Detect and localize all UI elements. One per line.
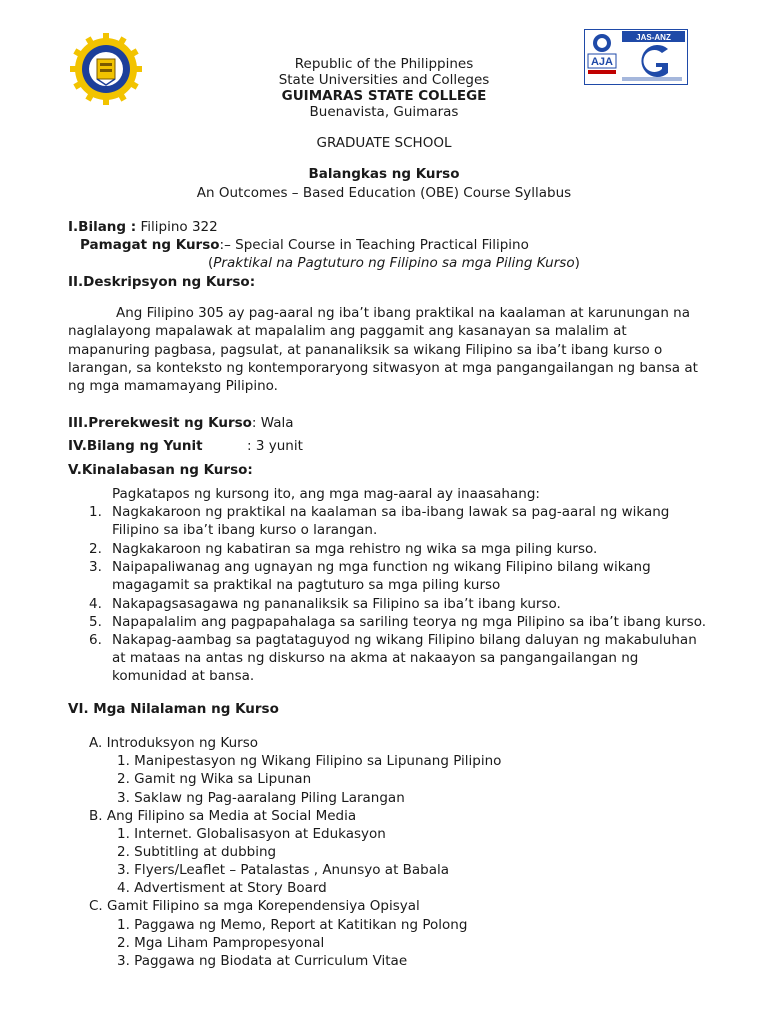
units-value: : 3 yunit [247, 438, 303, 454]
objective-number: 1. [89, 504, 102, 520]
course-number-row [68, 219, 218, 236]
content-item: 3. Paggawa ng Biodata at Curriculum Vitae [117, 953, 408, 969]
objective-line: at mataas na antas ng diskurso na akma at nakaayon sa pangangailangan ng [112, 650, 639, 666]
header-suc: State Universities and Colleges [278, 72, 490, 88]
description-line: mapanuring pagbasa, pagsulat, at pananaliksik sa wikang Filipino sa iba’t ibang kurso o [68, 342, 663, 358]
units-label: IV.Bilang ng Yunit [68, 438, 203, 454]
outcomes-heading: V.Kinalabasan ng Kurso: [68, 462, 253, 478]
content-item: 2. Mga Liham Pampropesyonal [117, 935, 325, 951]
header-republic: Republic of the Philippines [294, 56, 474, 72]
description-line: naglalayong mapalawak at mapalalim ang paggamit ang kasanayan sa malalim at [68, 323, 627, 339]
course-title-alt-row [208, 255, 580, 272]
objective-number: 6. [89, 632, 102, 648]
course-number-value: Filipino 322 [136, 219, 218, 235]
course-title-value: :– Special Course in Teaching Practical Filipino [219, 237, 529, 253]
objective-line: Nakapag-aambag sa pagtataguyod ng wikang Filipino bilang daluyan ng makabuluhan [112, 632, 697, 648]
header-school: GRADUATE SCHOOL [316, 135, 452, 151]
objective-line: Nagkakaroon ng kabatiran sa mga rehistro ng wika sa mga piling kurso. [112, 541, 598, 557]
prerequisite-label: III.Prerekwesit ng Kurso [68, 415, 252, 431]
course-title-alt: Praktikal na Pagtuturo ng Filipino sa mga Piling Kurso [213, 255, 575, 271]
header-college: GUIMARAS STATE COLLEGE [281, 88, 487, 104]
objective-number: 4. [89, 596, 102, 612]
svg-text:JAS-ANZ: JAS-ANZ [636, 33, 671, 42]
prerequisite-row [68, 415, 294, 432]
content-group-label: B. Ang Filipino sa Media at Social Media [89, 808, 357, 824]
course-title-label: Pamagat ng Kurso [80, 237, 220, 253]
content-group-label: C. Gamit Filipino sa mga Korependensiya Opisyal [89, 898, 420, 914]
contents-heading: VI. Mga Nilalaman ng Kurso [68, 701, 279, 717]
objective-number: 5. [89, 614, 102, 630]
objective-line: komunidad at bansa. [112, 668, 255, 684]
content-item: 3. Flyers/Leaflet – Patalastas , Anunsyo at Babala [117, 862, 450, 878]
svg-text:AJA: AJA [590, 56, 614, 68]
objective-number: 3. [89, 559, 102, 575]
description-line: Ang Filipino 305 ay pag-aaral ng iba’t ibang praktikal na kaalaman at karunungan na [116, 305, 691, 321]
objective-line: Nagkakaroon ng praktikal na kaalaman sa iba-ibang lawak sa pag-aaral ng wikang [112, 504, 670, 520]
content-item: 1. Manipestasyon ng Wikang Filipino sa Lipunang Pilipino [117, 753, 502, 769]
course-number-label: I.Bilang : [68, 219, 137, 235]
content-item: 1. Internet. Globalisasyon at Edukasyon [117, 826, 386, 842]
content-item: 2. Gamit ng Wika sa Lipunan [117, 771, 312, 787]
outcomes-intro: Pagkatapos ng kursong ito, ang mga mag-aaral ay inaasahang: [112, 486, 540, 502]
content-item: 4. Advertisment at Story Board [117, 880, 327, 896]
description-line: larangan, sa konteksto ng kontemporaryong sitwasyon at mga pangangailangan ng bansa at [68, 360, 698, 376]
paren-close: ) [574, 255, 580, 271]
content-group-label: A. Introduksyon ng Kurso [89, 735, 258, 751]
objective-number: 2. [89, 541, 102, 557]
content-item: 1. Paggawa ng Memo, Report at Katitikan ng Polong [117, 917, 468, 933]
content-item: 2. Subtitling at dubbing [117, 844, 277, 860]
header-location: Buenavista, Guimaras [309, 104, 459, 120]
objective-line: Naipapaliwanag ang ugnayan ng mga function ng wikang Filipino bilang wikang [112, 559, 651, 575]
objective-line: Filipino sa iba’t ibang kurso o larangan. [112, 522, 378, 538]
course-title-row [80, 237, 529, 254]
prerequisite-value: : Wala [251, 415, 294, 431]
objective-line: Nakapagsasagawa ng pananaliksik sa Filipino sa iba’t ibang kurso. [112, 596, 561, 612]
paren-open: ( [208, 255, 214, 271]
doc-subtitle: An Outcomes – Based Education (OBE) Course Syllabus [196, 185, 572, 201]
objective-line: magagamit sa praktikal na pagtuturo sa mga piling kurso [112, 577, 501, 593]
doc-title: Balangkas ng Kurso [308, 166, 460, 182]
objective-line: Napapalalim ang pagpapahalaga sa sariling teorya ng mga Pilipino sa iba’t ibang kurso. [112, 614, 707, 630]
description-line: ng mga mamamayang Pilipino. [68, 378, 278, 394]
content-item: 3. Saklaw ng Pag-aaralang Piling Larangan [117, 790, 405, 806]
description-heading: II.Deskripsyon ng Kurso: [68, 274, 256, 290]
